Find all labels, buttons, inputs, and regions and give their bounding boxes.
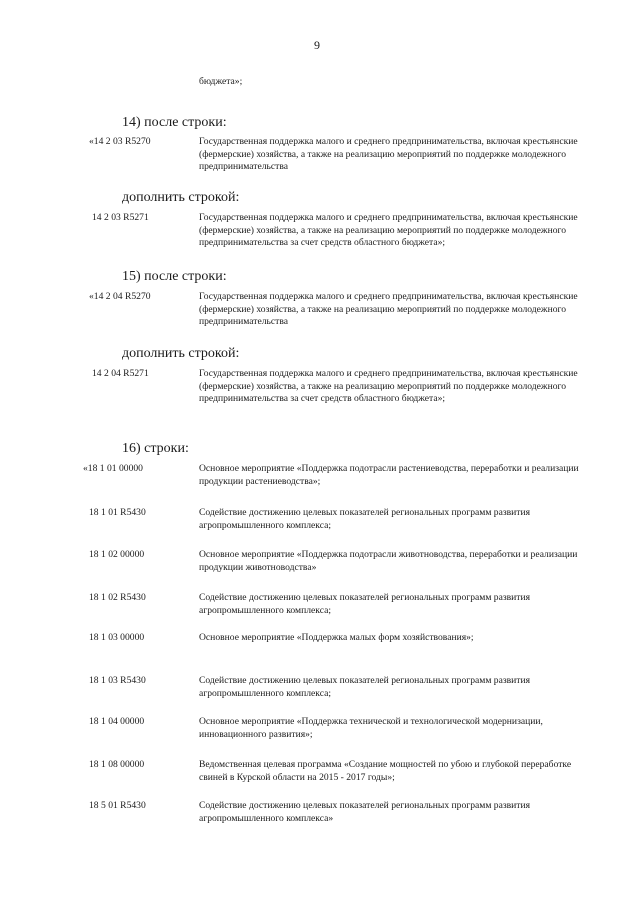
row-description: Содействие достижению целевых показателей региональных программ развития агропромышленного комплекса»: [199, 800, 531, 824]
row-code: «14 2 04 R5270: [89, 291, 151, 302]
row-description: Государственная поддержка малого и среднего предпринимательства, включая крестьянские (фермерские) хозяйства, а также на реализацию мероприятий по поддержке молодежного предпринимательства за счет средств областного бюджета»;: [199, 368, 578, 405]
row-description: Ведомственная целевая программа «Создание мощностей по убою и глубокой переработке свиней в Курской области на 2015 - 2017 годы»;: [199, 759, 572, 783]
row-code: 18 1 01 R5430: [89, 507, 146, 518]
row-description: Основное мероприятие «Поддержка малых форм хозяйствования»;: [199, 632, 474, 643]
row-description: Содействие достижению целевых показателей региональных программ развития агропромышленного комплекса;: [199, 592, 531, 616]
row-code: «14 2 03 R5270: [89, 136, 151, 147]
section-heading: 16) строки:: [122, 441, 189, 456]
row-code: 18 5 01 R5430: [89, 800, 146, 811]
row-description: Основное мероприятие «Поддержка технической и технологической модернизации, инновационного развития»;: [199, 716, 543, 740]
page-number: 9: [314, 38, 320, 52]
section-heading: дополнить строкой:: [122, 190, 240, 205]
row-code: 14 2 03 R5271: [92, 212, 149, 223]
row-code: 18 1 08 00000: [89, 759, 145, 770]
row-description: Содействие достижению целевых показателей региональных программ развития агропромышленного комплекса;: [199, 507, 531, 531]
row-code: 18 1 03 R5430: [89, 675, 146, 686]
row-code: 18 1 04 00000: [89, 716, 145, 727]
section-heading: дополнить строкой:: [122, 346, 240, 361]
row-description: Государственная поддержка малого и среднего предпринимательства, включая крестьянские (фермерские) хозяйства, а также на реализацию мероприятий по поддержке молодежного предпринимательства: [199, 291, 578, 328]
row-code: 18 1 03 00000: [89, 632, 145, 643]
row-code: 18 1 02 00000: [89, 549, 145, 560]
row-description: Государственная поддержка малого и среднего предпринимательства, включая крестьянские (фермерские) хозяйства, а также на реализацию мероприятий по поддержке молодежного предпринимательства: [199, 136, 578, 173]
row-code: 14 2 04 R5271: [92, 368, 149, 379]
row-code: «18 1 01 00000: [83, 463, 143, 474]
row-code: 18 1 02 R5430: [89, 592, 146, 603]
section-heading: 15) после строки:: [122, 269, 227, 284]
continuation-text: бюджета»;: [199, 76, 243, 87]
section-heading: 14) после строки:: [122, 115, 227, 130]
row-description: Основное мероприятие «Поддержка подотрасли животноводства, переработки и реализации продукции животноводства»: [199, 549, 578, 573]
row-description: Основное мероприятие «Поддержка подотрасли растениеводства, переработки и реализации продукции растениеводства»;: [199, 463, 579, 487]
row-description: Государственная поддержка малого и среднего предпринимательства, включая крестьянские (фермерские) хозяйства, а также на реализацию мероприятий по поддержке молодежного предпринимательства за счет средств областного бюджета»;: [199, 212, 578, 249]
row-description: Содействие достижению целевых показателей региональных программ развития агропромышленного комплекса;: [199, 675, 531, 699]
